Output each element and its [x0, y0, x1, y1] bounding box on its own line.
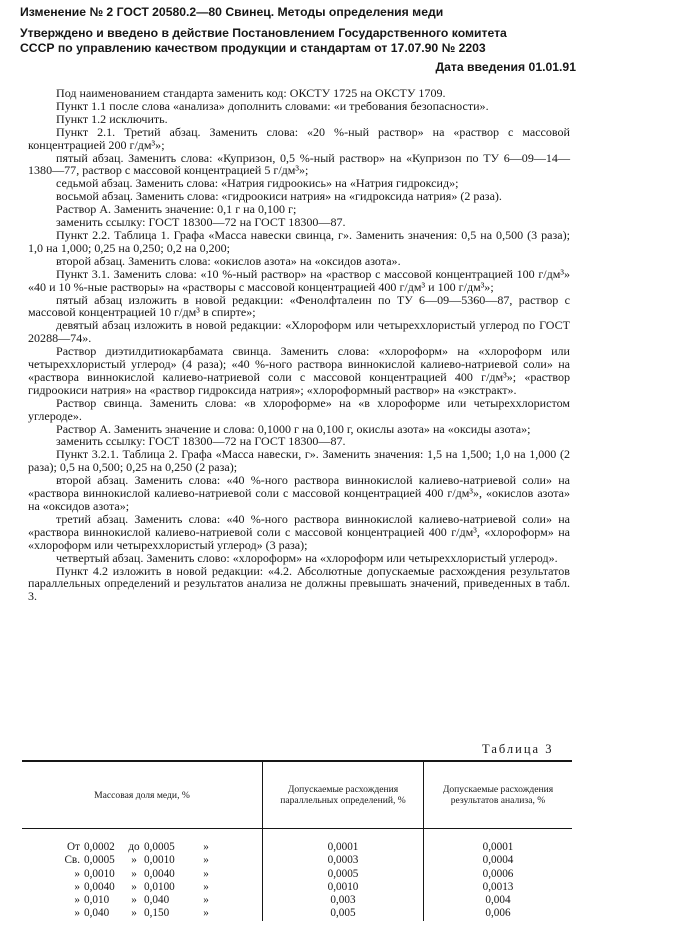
range-to-word: »	[131, 894, 137, 907]
range-to-word: »	[131, 880, 137, 893]
range-ditto: »	[203, 894, 209, 907]
range-from: 0,010	[84, 894, 110, 907]
range-prefix: Св.	[64, 854, 80, 867]
parallel-tolerance-cell: 0,0010	[263, 881, 424, 894]
table-row	[22, 868, 572, 881]
table-row	[22, 854, 572, 867]
range-to: 0,0010	[144, 854, 175, 867]
paragraph: Пункт 1.2 исключить.	[56, 111, 168, 126]
table-row	[22, 829, 572, 855]
paragraph: пятый абзац изложить в новой редакции: «Фенолфталеин по ТУ 6—09—5360—87, раствор с массовой концентрацией 10 г/дм³ в спирте»;	[28, 292, 570, 320]
range-to: 0,0040	[144, 867, 175, 880]
copper-range-cell	[22, 868, 263, 881]
analysis-tolerance-cell: 0,0006	[424, 868, 573, 881]
paragraph: Пункт 2.2. Таблица 1. Графа «Масса навески свинца, г». Заменить значения: 0,5 на 0,500 (3 раза); 1,0 на 1,000; 0,25 на 0,250; 0,2 на 0,200;	[28, 227, 570, 255]
range-to: 0,150	[144, 907, 170, 920]
analysis-tolerance-cell: 0,006	[424, 907, 573, 920]
range-to-word: до	[128, 841, 140, 853]
paragraph: седьмой абзац. Заменить слова: «Натрия гидроокись» на «Натрия гидроксид»;	[56, 176, 459, 191]
range-to: 0,0005	[144, 841, 175, 853]
range-to: 0,0100	[144, 880, 175, 893]
copper-range-cell	[22, 829, 263, 855]
table-3	[22, 760, 572, 921]
parallel-tolerance-cell: 0,005	[263, 907, 424, 920]
paragraph: девятый абзац изложить в новой редакции: «Хлороформ или четыреххлористый углерод по ГОСТ 20288—74».	[28, 318, 570, 346]
parallel-tolerance-cell: 0,0001	[263, 829, 424, 855]
column-header-analysis-tolerance: Допускаемые расхождения результатов анализа, %	[424, 761, 573, 829]
range-prefix: »	[74, 907, 80, 920]
copper-range-cell	[22, 907, 263, 920]
paragraph: второй абзац. Заменить слова: «окислов азота» на «оксидов азота».	[56, 253, 401, 268]
table-row	[22, 881, 572, 894]
range-to-word: »	[131, 867, 137, 880]
paragraph: Раствор свинца. Заменить слова: «в хлороформе» на «в хлороформе или четыреххлористом углероде».	[28, 395, 570, 423]
range-from: 0,0010	[84, 867, 115, 880]
range-ditto: »	[203, 907, 209, 920]
column-header-parallel-tolerance: Допускаемые расхождения параллельных определений, %	[263, 761, 424, 829]
range-from: 0,040	[84, 907, 110, 920]
paragraph: восьмой абзац. Заменить слова: «гидроокиси натрия» на «гидроксида натрия» (2 раза).	[56, 189, 502, 204]
copper-range-cell	[22, 854, 263, 867]
range-prefix: »	[74, 880, 80, 893]
copper-range-cell	[22, 894, 263, 907]
paragraph: заменить ссылку: ГОСТ 18300—72 на ГОСТ 18300—87.	[56, 215, 346, 230]
analysis-tolerance-cell: 0,0013	[424, 881, 573, 894]
approval-line-2: СССР по управлению качеством продукции и стандартам от 17.07.90 № 2203	[20, 41, 486, 55]
paragraph: заменить ссылку: ГОСТ 18300—72 на ГОСТ 18300—87.	[56, 434, 346, 449]
range-from: 0,0002	[84, 841, 115, 853]
range-to-word: »	[131, 907, 137, 920]
parallel-tolerance-cell: 0,003	[263, 894, 424, 907]
range-ditto: »	[203, 841, 209, 853]
copper-range-cell	[22, 881, 263, 894]
paragraph: Раствор А. Заменить значение и слова: 0,1000 г на 0,100 г, окислы азота» на «оксиды азота»;	[56, 421, 531, 436]
paragraph: Раствор диэтилдитиокарбамата свинца. Заменить слова: «хлороформ» на «хлороформ или четыреххлористый углерод» (4 раза); «40 %-ного раствора виннокислой калиево-натриевой соли» на «раствора виннокислой калиево-натриевой соли с массовой концентрацией 400 г/дм³»; «раствор гидроокиси натрия» на «раствор гидроксида натрия»; «хлороформный раствор» на «экстракт».	[28, 344, 570, 397]
range-from: 0,0005	[84, 854, 115, 867]
paragraph: второй абзац. Заменить слова: «40 %-ного раствора виннокислой калиево-натриевой соли» на «раствора виннокислой калиево-натриевой соли с массовой концентрацией 400 г/дм³», «окислов азота» на «оксидов азота»;	[28, 473, 570, 513]
amendment-title: Изменение № 2 ГОСТ 20580.2—80 Свинец. Методы определения меди	[20, 5, 444, 19]
paragraph: Пункт 3.2.1. Таблица 2. Графа «Масса навески, г». Заменить значения: 1,5 на 1,500; 1,0 на 1,000 (2 раза); 0,5 на 0,500; 0,25 на 0,250 (2 раза);	[28, 447, 570, 475]
table-row	[22, 907, 572, 920]
paragraph: Раствор А. Заменить значение: 0,1 г на 0,100 г;	[56, 202, 297, 217]
approval-line-1: Утверждено и введено в действие Постановлением Государственного комитета	[20, 26, 507, 40]
range-ditto: »	[203, 867, 209, 880]
range-to: 0,040	[144, 894, 170, 907]
paragraph: пятый абзац. Заменить слова: «Купризон, 0,5 %-ный раствор» на «Купризон по ТУ 6—09—14—1380—77, раствор с массовой концентрацией 5 г/дм³»;	[28, 150, 570, 178]
range-from: 0,0040	[84, 880, 115, 893]
paragraph: Пункт 3.1. Заменить слова: «10 %-ный раствор» на «раствор с массовой концентрацией 100 г/дм³» «40 и 10 %-ные растворы» на «растворы с массовой концентрацией 400 г/дм³ и 100 г/дм³»;	[28, 266, 570, 294]
parallel-tolerance-cell: 0,0005	[263, 868, 424, 881]
paragraph: Пункт 1.1 после слова «анализа» дополнить словами: «и требования безопасности».	[56, 98, 489, 113]
range-ditto: »	[203, 880, 209, 893]
approval-statement	[20, 26, 660, 56]
range-prefix: От	[67, 841, 80, 853]
analysis-tolerance-cell: 0,004	[424, 894, 573, 907]
effective-date-value: 01.01.91	[528, 60, 576, 74]
paragraph: Под наименованием стандарта заменить код: ОКСТУ 1725 на ОКСТУ 1709.	[56, 86, 446, 100]
range-prefix: »	[74, 867, 80, 880]
paragraph: третий абзац. Заменить слова: «40 %-ного раствора виннокислой калиево-натриевой соли» на «раствора виннокислой калиево-натриевой соли с массовой концентрацией 400 г/дм³, «хлороформ» на «хлороформ или четыреххлористый углерод» (3 раза);	[28, 511, 570, 552]
range-to-word: »	[131, 854, 137, 867]
column-header-copper-fraction: Массовая доля меди, %	[22, 761, 263, 829]
range-ditto: »	[203, 854, 209, 867]
range-prefix: »	[74, 894, 80, 907]
analysis-tolerance-cell: 0,0001	[424, 829, 573, 855]
paragraph: четвертый абзац. Заменить слово: «хлороформ» на «хлороформ или четыреххлористый углерод».	[56, 550, 558, 565]
table-caption: Таблица 3	[482, 742, 554, 756]
effective-date	[435, 60, 576, 74]
effective-date-label: Дата введения	[435, 60, 526, 74]
paragraph: Пункт 2.1. Третий абзац. Заменить слова: «20 %-ный раствор» на «раствор с массовой концентрацией 200 г/дм³»;	[28, 124, 570, 152]
amendment-body	[28, 87, 570, 603]
table-row	[22, 894, 572, 907]
parallel-tolerance-cell: 0,0003	[263, 854, 424, 867]
analysis-tolerance-cell: 0,0004	[424, 854, 573, 867]
paragraph: Пункт 4.2 изложить в новой редакции: «4.2. Абсолютные допускаемые расхождения результатов параллельных определений и результатов анализа не должны превышать значений, приведенных в табл. 3.	[28, 563, 570, 604]
